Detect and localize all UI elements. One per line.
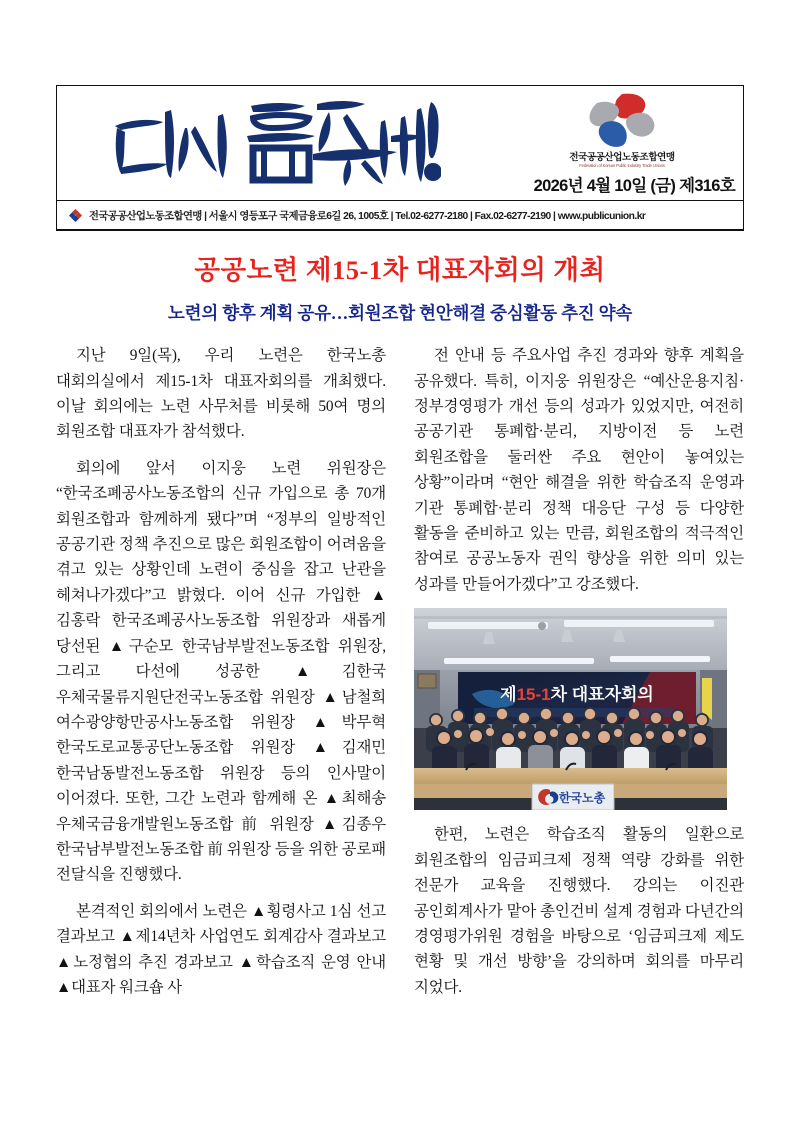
article-subheadline: 노련의 향후 계획 공유…회원조합 현안해결 중심활동 추진 약속 [167, 303, 633, 324]
contact-info-text: 전국공공산업노동조합연맹 | 서울시 영등포구 국제금융로6길 26, 1005호 | Tel.02-6277-2180 | Fax.02-6277-2190 | www.publicunion.kr [89, 209, 646, 222]
paragraph: 전 안내 등 주요사업 추진 경과와 향후 계획을 공유했다. 특히, 이지웅 위원장은 “예산운용지침·정부경영평가 개선 등의 성과가 있었지만, 여전히 공공기관 통폐합·분리, 지방이전 등 노련 회원조합을 둘러싼 주요 현안이 놓여있는 상황”이라며 “현안 해결을 위한 학습조직 운영과 기관 통폐합·분리 정책 대응단 구성 등 다양한 활동을 준비하고 있는 만큼, 회원조합의 적극적인 참여로 공공노동자 권익 향상을 위한 의미 있는 성과를 만들어가겠다”고 강조했다. [414, 347, 744, 593]
organization-logo [507, 90, 737, 169]
paragraph: 지난 9일(목), 우리 노련은 한국노총 대회의실에서 제15-1차 대표자회의를 개최했다. 이날 회의에는 노련 사무처를 비롯해 50여 명의 회원조합 대표자가 참석했다. [56, 347, 386, 441]
conference-group-photo [414, 608, 727, 810]
masthead [56, 85, 744, 201]
paragraph: 본격적인 회의에서 노련은 ▲횡령사고 1심 선고 결과보고 ▲제14년차 사업연도 회계감사 결과보고 ▲노정협의 추진 경과보고 ▲학습조직 운영 안내 ▲대표자 워크숍 사 [56, 902, 386, 996]
paragraph: 회의에 앞서 이지웅 노련 위원장은 “한국조폐공사노동조합의 신규 가입으로 총 70개 회원조합과 함께하게 됐다”며 “정부의 일방적인 공공기관 정책 추진으로 많은 회원조합이 어려움을 겪고 있는 상황인데 노련이 중심을 잡고 난관을 헤쳐나가겠다”고 밝혔다. 이어 신규 가입한 ▲김홍락 한국조폐공사노동조합 위원장과 새롭게 당선된 ▲구순모 한국남부발전노동조합 위원장, 그리고 다선에 성공한 ▲김한국 우체국물류지원단전국노동조합 위원장 ▲남철희 여수광양항만공사노동조합 위원장 ▲박무혁 한국도로교통공단노동조합 위원장 ▲김재민 한국남동발전노동조합 위원장 등의 인사말이 이어졌다. 또한, 그간 노련과 함께해 온 ▲최해송 우체국금융개발원노동조합 前 위원장 ▲김종우 한국남부발전노동조합 前 위원장 등을 위한 공로패 전달식을 진행했다. [56, 459, 386, 884]
article-headline: 공공노련 제15-1차 대표자회의 개최 [194, 255, 606, 285]
article-body [56, 343, 744, 1000]
diamond-logo-icon [69, 209, 82, 222]
contact-info-bar [56, 201, 744, 231]
svg-text:제15-1차 대표자회의: 제15-1차 대표자회의 [500, 685, 654, 705]
pinwheel-logo-icon [583, 90, 661, 152]
left-column [56, 343, 386, 1000]
logo-name-english: Federation of Korean Public Industry Trade Unions [579, 163, 665, 169]
headline-block [56, 255, 744, 324]
right-column [414, 343, 744, 1000]
paragraph: 한편, 노련은 학습조직 활동의 일환으로 회원조합의 임금피크제 정책 역량 강화를 위한 전문가 교육을 진행했다. 강의는 이진관 공인회계사가 맡아 총인건비 설계 경험과 다년간의 경영평가위원 경험을 바탕으로 ‘임금피크제 제도 현황 및 개선 방향’을 강의하며 회의를 마무리 지었다. [414, 826, 744, 996]
svg-text:한국노총: 한국노총 [558, 791, 606, 806]
logo-name-korean: 전국공공산업노동조합연맹 [569, 152, 675, 163]
issue-date-line: 2026년 4월 10일 (금) 제316호 [533, 177, 735, 195]
newsletter-page [56, 85, 744, 1095]
brush-title-calligraphy [101, 92, 441, 192]
